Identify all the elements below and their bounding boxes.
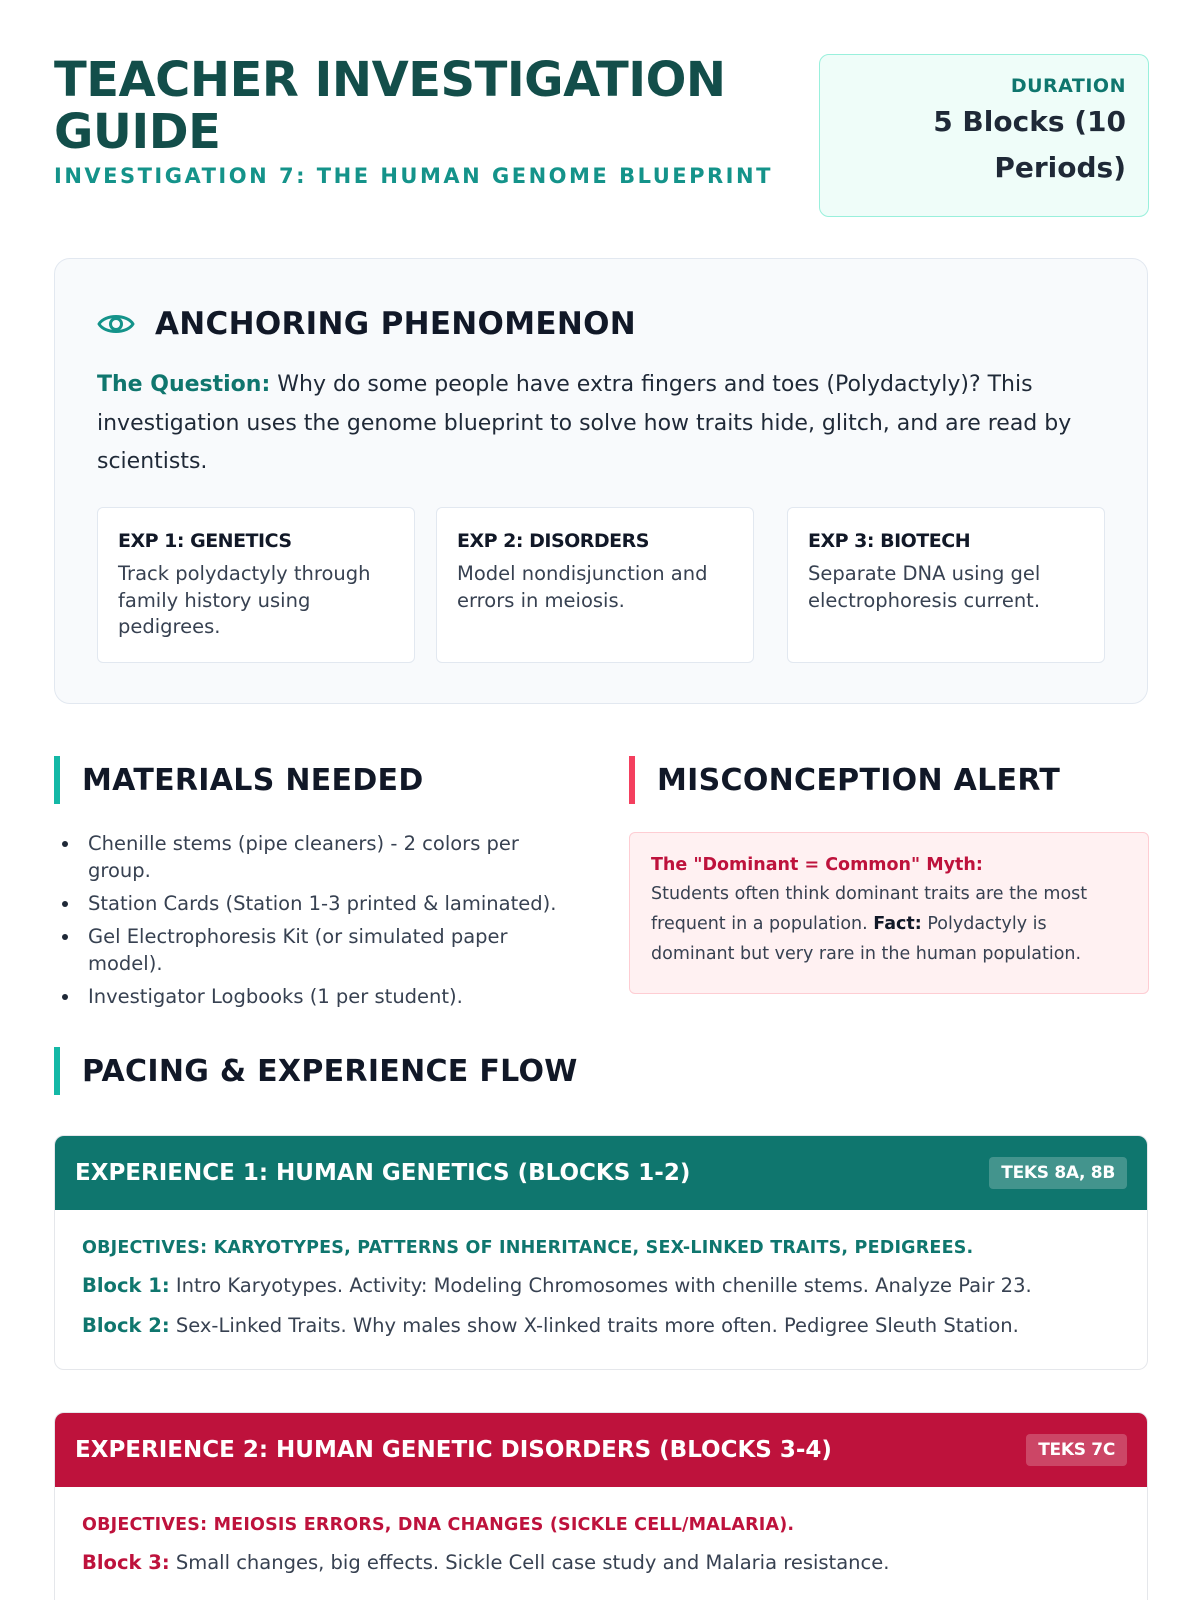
anchoring-header — [97, 305, 636, 343]
page-title: TEACHER INVESTIGATION GUIDE — [54, 52, 726, 160]
pacing-heading — [54, 1047, 578, 1095]
list-item: Gel Electrophoresis Kit (or simulated paper model). — [62, 923, 582, 977]
list-item: Investigator Logbooks (1 per student). — [62, 983, 582, 1010]
misconception-alert-box — [629, 832, 1149, 994]
block-line — [82, 1551, 1120, 1575]
block-line — [82, 1314, 1120, 1338]
block-label: Block 2: — [82, 1314, 170, 1337]
exp-box-title: EXP 1: GENETICS — [118, 530, 292, 552]
question-lead: The Question: — [97, 372, 271, 397]
exp-box-title: EXP 3: BIOTECH — [808, 530, 971, 552]
exp-box-title: EXP 2: DISORDERS — [457, 530, 649, 552]
block-line — [82, 1274, 1120, 1298]
page-header — [54, 54, 1148, 220]
duration-box — [819, 54, 1149, 217]
anchoring-question — [97, 366, 1097, 482]
page-subtitle: INVESTIGATION 7: THE HUMAN GENOME BLUEPRINT — [54, 164, 773, 188]
alert-text-part: Students often think dominant traits are the most frequent in a population. — [651, 884, 1088, 934]
list-item: Chenille stems (pipe cleaners) - 2 colors per group. — [62, 830, 582, 884]
pacing-title: PACING & EXPERIENCE FLOW — [82, 1053, 578, 1089]
experience-body — [55, 1210, 1147, 1338]
exp-box-text: Separate DNA using gel electrophoresis current. — [808, 562, 1041, 612]
materials-title: MATERIALS NEEDED — [82, 762, 424, 798]
experience-summary — [97, 507, 1107, 663]
block-label: Block 3: — [82, 1551, 170, 1574]
experience-title: EXPERIENCE 1: HUMAN GENETICS (BLOCKS 1-2) — [75, 1160, 691, 1186]
experience-bar — [55, 1413, 1147, 1487]
experience-body — [55, 1487, 1147, 1575]
materials-heading — [54, 756, 424, 804]
misconception-title: MISCONCEPTION ALERT — [657, 762, 1061, 798]
experience-card-1 — [54, 1135, 1148, 1370]
alert-text-part: Polydactyly is dominant but very rare in the human population. — [651, 914, 1082, 964]
materials-list — [62, 830, 582, 1016]
experience-objectives: OBJECTIVES: MEIOSIS ERRORS, DNA CHANGES (SICKLE CELL/MALARIA). — [82, 1515, 795, 1535]
experience-title: EXPERIENCE 2: HUMAN GENETIC DISORDERS (BLOCKS 3-4) — [75, 1437, 832, 1463]
exp-box-genetics — [97, 507, 415, 663]
duration-value: 5 Blocks (10 Periods) — [933, 105, 1126, 184]
list-item: Station Cards (Station 1-3 printed & laminated). — [62, 890, 582, 917]
teks-badge: TEKS 8A, 8B — [989, 1157, 1127, 1189]
exp-box-disorders — [436, 507, 754, 663]
experience-objectives: OBJECTIVES: KARYOTYPES, PATTERNS OF INHERITANCE, SEX-LINKED TRAITS, PEDIGREES. — [82, 1238, 974, 1258]
teks-badge: TEKS 7C — [1026, 1434, 1127, 1466]
alert-text — [651, 879, 1128, 969]
experience-card-2 — [54, 1412, 1148, 1600]
block-text: Small changes, big effects. Sickle Cell case study and Malaria resistance. — [175, 1551, 890, 1574]
block-text: Intro Karyotypes. Activity: Modeling Chromosomes with chenille stems. Analyze Pair 23. — [175, 1274, 1032, 1297]
anchoring-phenomenon-card — [54, 258, 1148, 704]
block-label: Block 1: — [82, 1274, 170, 1297]
eye-icon — [97, 305, 135, 343]
question-text: Why do some people have extra fingers and toes (Polydactyly)? This investigation uses the genome blueprint to solve how traits hide, glitch, and are read by scientists. — [97, 372, 1072, 474]
experience-bar — [55, 1136, 1147, 1210]
misconception-heading — [629, 756, 1060, 804]
alert-title: The "Dominant = Common" Myth: — [651, 855, 983, 875]
duration-label: DURATION — [1010, 75, 1126, 97]
exp-box-biotech — [787, 507, 1105, 663]
exp-box-text: Model nondisjunction and errors in meiosis. — [457, 562, 708, 612]
anchoring-title: ANCHORING PHENOMENON — [155, 306, 636, 342]
block-text: Sex-Linked Traits. Why males show X-linked traits more often. Pedigree Sleuth Station. — [175, 1314, 1019, 1337]
fact-label: Fact: — [873, 914, 922, 934]
exp-box-text: Track polydactyly through family history using pedigrees. — [118, 562, 371, 638]
